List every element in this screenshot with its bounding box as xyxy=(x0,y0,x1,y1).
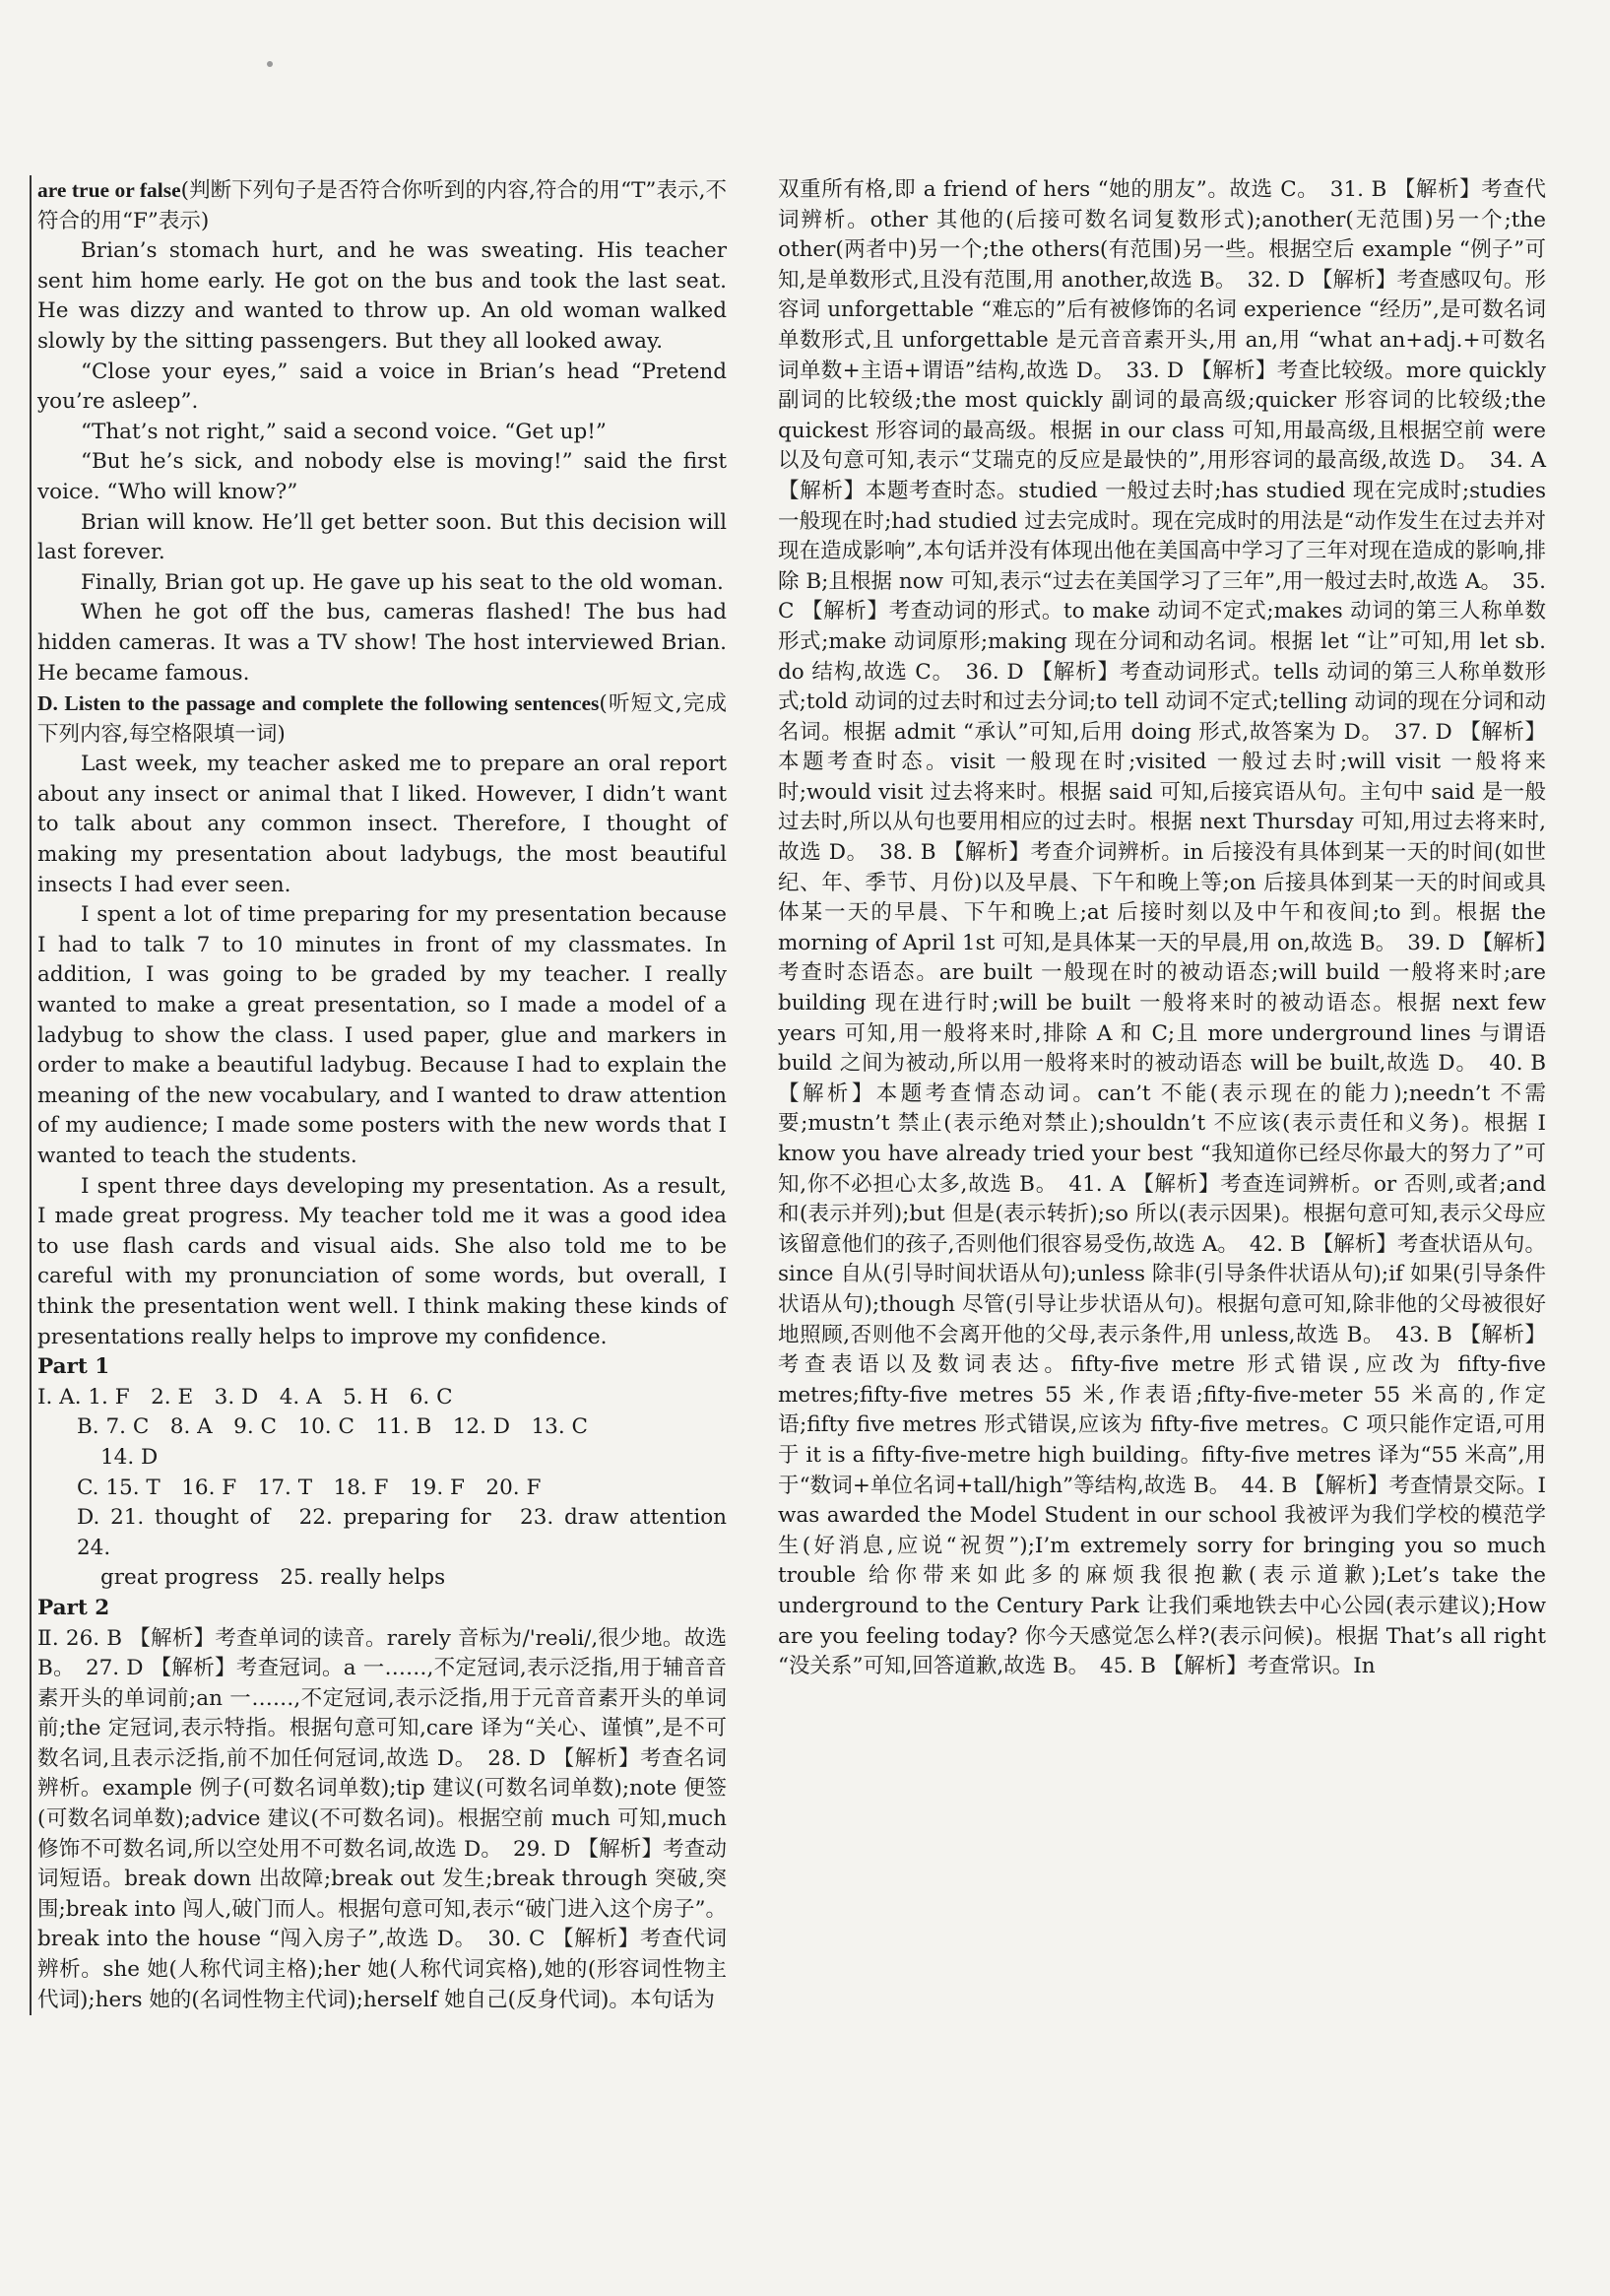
section-d-heading-en: D. Listen to the passage and complete the following sentences xyxy=(37,691,600,716)
left-column xyxy=(30,175,748,2015)
part1-answer-row: C. 15. T 16. F 17. T 18. F 19. F 20. F xyxy=(77,1475,542,1500)
part2-label: Part 2 xyxy=(37,1595,110,1620)
passage-d-paragraph: I spent three days developing my presentation. As a result, I made great progress. My teacher told me it was a good idea to use flash cards and visual aids. She also told me to be careful with my pronunciation of some words, but overall, I think the presentation went well. I think making these kinds of presentations really helps to improve my confidence. xyxy=(37,1173,727,1349)
passage-c-paragraph: “Close your eyes,” said a voice in Brian’s head “Pretend you’re asleep”. xyxy=(37,359,727,415)
part1-answer-row: B. 7. C 8. A 9. C 10. C 11. B 12. D 13. C xyxy=(77,1414,588,1440)
section-c-heading-zh: (判断下列句子是否符合你听到的内容,符合的用“T”表示,不符合的用“F”表示) xyxy=(37,178,727,233)
part1-answer-row: Ⅰ. A. 1. F 2. E 3. D 4. A 5. H 6. C xyxy=(37,1384,453,1410)
passage-c-paragraph: Finally, Brian got up. He gave up his seat to the old woman. xyxy=(81,569,724,595)
passage-c-paragraph: Brian’s stomach hurt, and he was sweating. His teacher sent him home early. He got on the bus and took the last seat. He was dizzy and wanted to throw up. An old woman walked slowly by the sitting passengers. But they all looked away. xyxy=(37,238,727,354)
passage-c-paragraph: “That’s not right,” said a second voice. “Get up!” xyxy=(81,419,607,444)
part1-label: Part 1 xyxy=(37,1354,110,1380)
passage-c-paragraph: Brian will know. He’ll get better soon. But this decision will last forever. xyxy=(37,509,727,565)
part1-answer-row: great progress 25. really helps xyxy=(100,1565,446,1591)
passage-d-paragraph: I spent a lot of time preparing for my presentation because I had to talk 7 to 10 minutes in front of my classmates. In addition, I was going to be graded by my teacher. I really wanted to make a great presentation, so I made a model of a ladybug to show the class. I used paper, glue and markers in order to make a beautiful ladybug. Because I had to explain the meaning of the new vocabulary, and I wanted to draw attention of my audience; I made some posters with the new words that I wanted to teach the students. xyxy=(37,902,727,1168)
answer-explanations-continued: 双重所有格,即 a friend of hers “她的朋友”。故选 C。 31. B 【解析】考查代词辨析。other 其他的(后接可数名词复数形式);another(无范围)另一个;the other(两者中)另一个;the others(有范围)另一些。根据空后 example “例子”可知,是单数形式,且没有范围,用 another,故选 B。 32. D 【解析】考查感叹句。形容词 unforgettable “难忘的”后有被修饰的名词 experience “经历”,是可数名词单数形式,且 unforgettable 是元音音素开头,用 an,用 “what an+adj.+可数名词单数+主语+谓语”结构,故选 D。 33. D 【解析】考查比较级。more quickly 副词的比较级;the most quickly 副词的最高级;quicker 形容词的比较级;the quickest 形容词的最高级。根据 in our class 可知,用最高级,且根据空前 were 以及句意可知,表示“艾瑞克的反应是最快的”,用形容词的最高级,故选 D。 34. A 【解析】本题考查时态。studied 一般过去时;has studied 现在完成时;studies 一般现在时;had studied 过去完成时。现在完成时的用法是“动作发生在过去并对现在造成影响”,本句话并没有体现出他在美国高中学习了三年对现在造成的影响,排除 B;且根据 now 可知,表示“过去在美国学习了三年”,用一般过去时,故选 A。 35. C 【解析】考查动词的形式。to make 动词不定式;makes 动词的第三人称单数形式;make 动词原形;making 现在分词和动名词。根据 let “让”可知,用 let sb. do 结构,故选 C。 36. D 【解析】考查动词形式。tells 动词的第三人称单数形式;told 动词的过去时和过去分词;to tell 动词不定式;telling 动词的现在分词和动名词。根据 admit “承认”可知,后用 doing 形式,故答案为 D。 37. D 【解析】本题考查时态。visit 一般现在时;visited 一般过去时;will visit 一般将来时;would visit 过去将来时。根据 said 可知,后接宾语从句。主句中 said 是一般过去时,所以从句也要用相应的过去时。根据 next Thursday 可知,用过去将来时,故选 D。 38. B 【解析】考查介词辨析。in 后接没有具体到某一天的时间(如世纪、年、季节、月份)以及早晨、下午和晚上等;on 后接具体到某一天的时间或具体某一天的早晨、下午和晚上;at 后接时刻以及中午和夜间;to 到。根据 the morning of April 1st 可知,是具体某一天的早晨,用 on,故选 B。 39. D 【解析】考查时态语态。are built 一般现在时的被动语态;will build 一般将来时;are building 现在进行时;will be built 一般将来时的被动语态。根据 next few years 可知,用一般将来时,排除 A 和 C;且 more underground lines 与谓语 build 之间为被动,所以用一般将来时的被动语态 will be built,故选 D。 40. B 【解析】本题考查情态动词。can’t 不能(表示现在的能力);needn’t 不需要;mustn’t 禁止(表示绝对禁止);shouldn’t 不应该(表示责任和义务)。根据 I know you have already tried your best “我知道你已经尽你最大的努力了”可知,你不必担心太多,故选 B。 41. A 【解析】考查连词辨析。or 否则,或者;and 和(表示并列);but 但是(表示转折);so 所以(表示因果)。根据句意可知,表示父母应该留意他们的孩子,否则他们很容易受伤,故选 A。 42. B 【解析】考查状语从句。since 自从(引导时间状语从句);unless 除非(引导条件状语从句);if 如果(引导条件状语从句);though 尽管(引导让步状语从句)。根据句意可知,除非他的父母被很好地照顾,否则他不会离开他的父母,表示条件,用 unless,故选 B。 43. B 【解析】考查表语以及数词表达。fifty-five metre 形式错误,应改为 fifty-five metres;fifty-five metres 55 米,作表语;fifty-five-meter 55 米高的,作定语;fifty five metres 形式错误,应该为 fifty-five metres。C 项只能作定语,可用于 it is a fifty-five-metre high building。fifty-five metres 译为“55 米高”,用于“数词+单位名词+tall/high”等结构,故选 B。 44. B 【解析】考查情景交际。I was awarded the Model Student in our school 我被评为我们学校的模范学生(好消息,应说“祝贺”);I’m extremely sorry for bringing you so much trouble 给你带来如此多的麻烦我很抱歉(表示道歉);Let’s take the underground to the Century Park 让我们乘地铁去中心公园(表示建议);How are you feeling today? 你今天感觉怎么样?(表示问候)。根据 That’s all right “没关系”可知,回答道歉,故选 B。 45. B 【解析】考查常识。In xyxy=(778,177,1546,1679)
part2-explanations: Ⅱ. 26. B 【解析】考查单词的读音。rarely 音标为/'reəli/,很少地。故选 B。 27. D 【解析】考查冠词。a 一……,不定冠词,表示泛指,用于辅音音素开头的单词前;an 一……,不定冠词,表示泛指,用于元音音素开头的单词前;the 定冠词,表示特指。根据句意可知,care 译为“关心、谨慎”,是不可数名词,且表示泛指,前不加任何冠词,故选 D。 28. D 【解析】考查名词辨析。example 例子(可数名词单数);tip 建议(可数名词单数);note 便签(可数名词单数);advice 建议(不可数名词)。根据空前 much 可知,much 修饰不可数名词,所以空处用不可数名词,故选 D。 29. D 【解析】考查动词短语。break down 出故障;break out 发生;break through 突破,突围;break into 闯人,破门而人。根据句意可知,表示“破门进入这个房子”。break into the house “闯入房子”,故选 D。 30. C 【解析】考查代词辨析。she 她(人称代词主格);her 她(人称代词宾格),她的(形容词性物主代词);hers 她的(名词性物主代词);herself 她自己(反身代词)。本句话为 xyxy=(37,1625,727,2012)
passage-c-paragraph: “But he’s sick, and nobody else is moving!” said the first voice. “Who will know?” xyxy=(37,449,727,504)
section-c-heading xyxy=(37,175,727,236)
passage-d-paragraph: Last week, my teacher asked me to prepare an oral report about any insect or animal that I liked. However, I didn’t want to talk about any common insect. Therefore, I thought of making my presentation about ladybugs, the most beautiful insects I had ever seen. xyxy=(37,752,727,897)
right-column xyxy=(778,175,1546,1682)
section-d-heading xyxy=(37,689,727,750)
passage-c-paragraph: When he got off the bus, cameras flashed! The bus had hidden cameras. It was a TV show! The host interviewed Brian. He became famous. xyxy=(37,600,727,686)
section-d-heading-zh: (听短文,完成下列内容,每空格限填一词) xyxy=(37,691,727,747)
part1-answer-row: D. 21. thought of 22. preparing for 23. draw attention 24. xyxy=(77,1505,748,1560)
part1-answer-row: 14. D xyxy=(100,1444,159,1470)
scan-dot xyxy=(267,61,273,67)
section-c-heading-en: are true or false xyxy=(37,178,181,202)
